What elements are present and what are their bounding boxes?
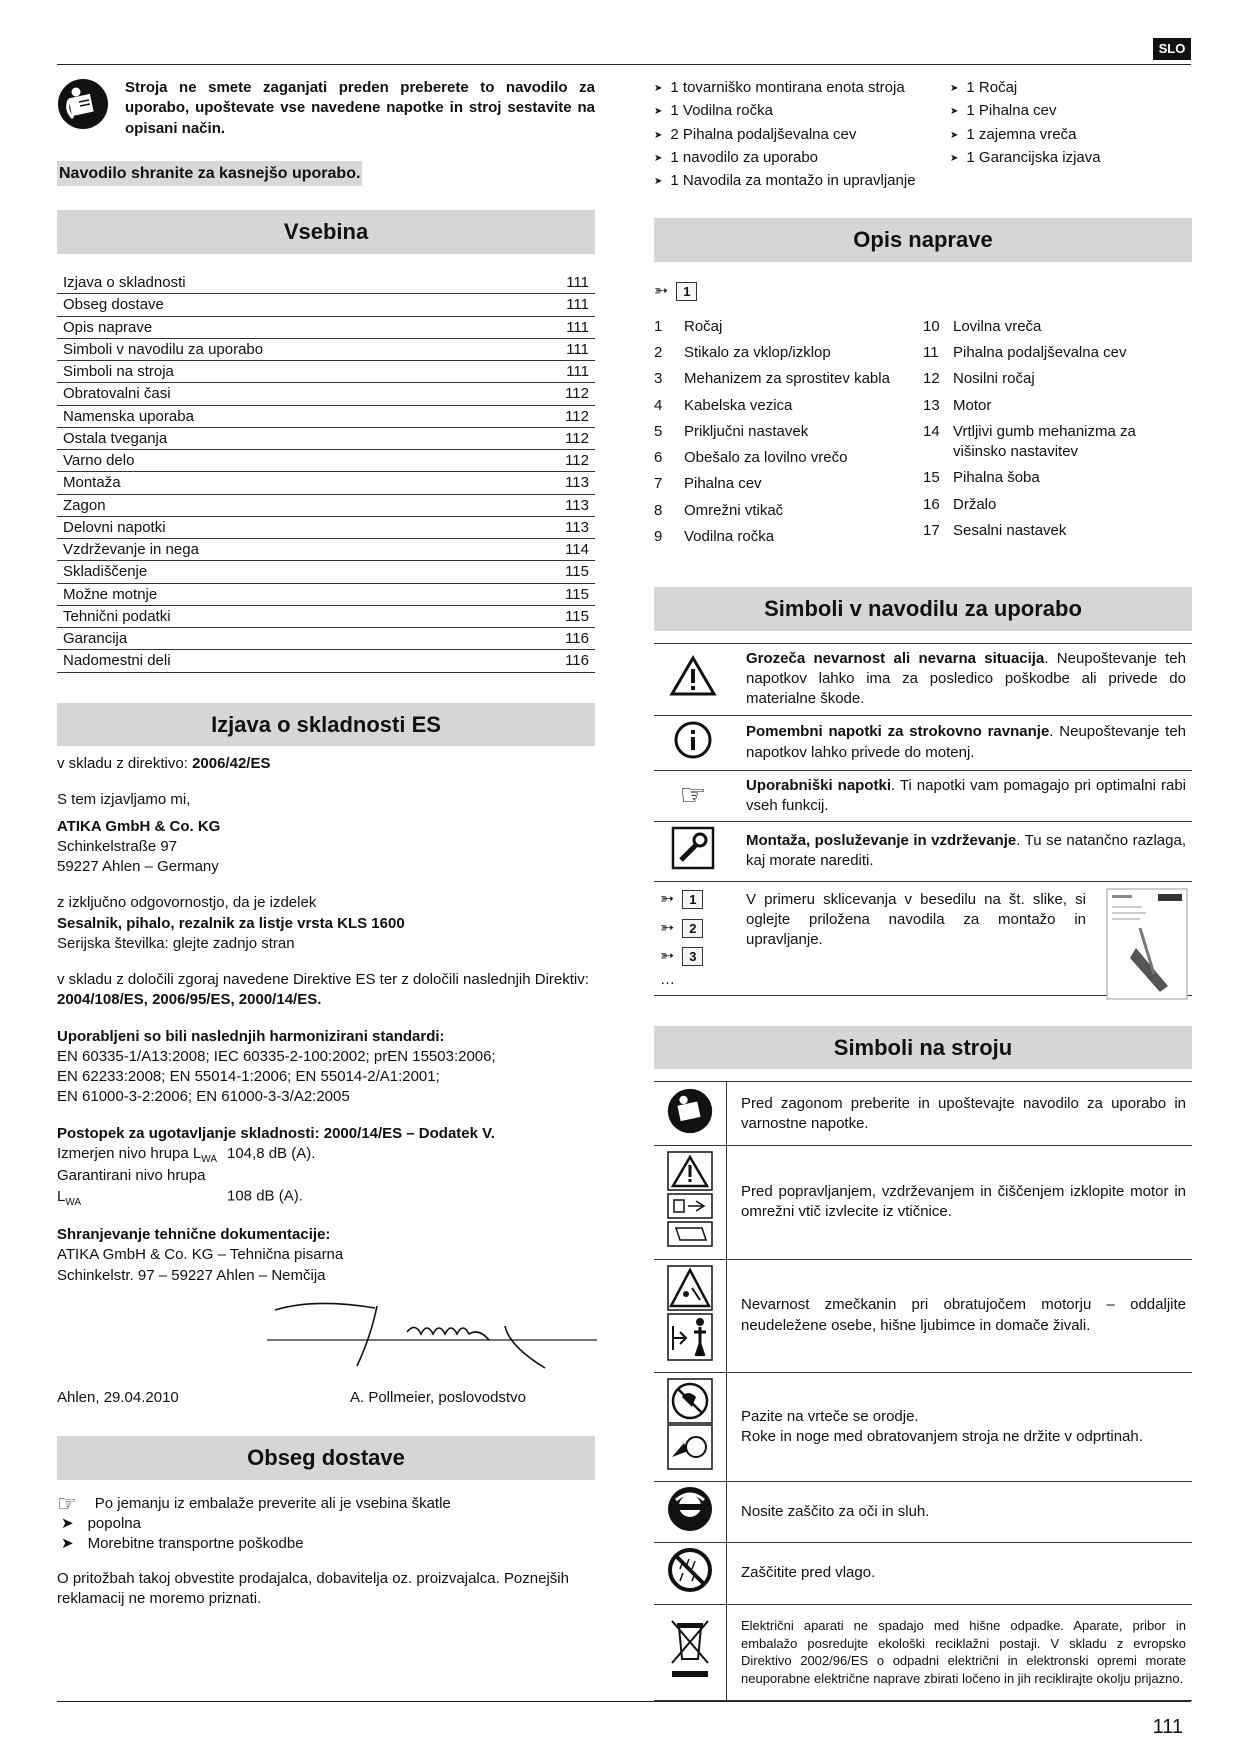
part-row	[923, 317, 1192, 337]
handwritten-signature	[267, 1296, 607, 1376]
toc-row	[57, 428, 595, 450]
company-city: 59227 Ahlen – Germany	[57, 858, 219, 876]
toc-label: Varno delo	[63, 452, 135, 470]
symbol-icon-cell	[654, 715, 732, 770]
measured-noise-value: 104,8 dB (A).	[227, 1144, 316, 1162]
toc-row	[57, 406, 595, 428]
toc-label: Garancija	[63, 630, 128, 648]
toc-label: Obseg dostave	[63, 296, 164, 314]
machine-symbol-row	[654, 1604, 1192, 1700]
read-manual-icon	[666, 1087, 714, 1135]
toc-page: 112	[565, 385, 589, 403]
toc-row	[57, 294, 595, 316]
machine-symbol-row	[654, 1082, 1192, 1146]
parts-list-right	[923, 317, 1192, 553]
toc-row	[57, 495, 595, 517]
place-date: Ahlen, 29.04.2010	[57, 1388, 179, 1406]
part-label: Omrežni vtikač	[684, 501, 784, 519]
language-badge: SLO	[1153, 38, 1191, 60]
part-number: 4	[654, 396, 663, 414]
toc-page: 111	[566, 296, 589, 314]
toc-label: Izjava o skladnosti	[63, 274, 186, 292]
toc-row	[57, 383, 595, 405]
sole-responsibility: z izključno odgovornostjo, da je izdelek	[57, 894, 317, 912]
pointing-hand-icon: ☞	[57, 1491, 77, 1517]
right-column	[654, 78, 1192, 1701]
unplug-warning-icons	[666, 1150, 714, 1248]
symbol-text: Pred zagonom preberite in upoštevajte navodilo za uporabo in varnostne napotke.	[741, 1094, 1186, 1132]
toc-page: 116	[565, 652, 589, 670]
delivery-item: ➤ 2 Pihalna podaljševalna cev	[654, 125, 950, 145]
toc-row	[57, 517, 595, 539]
bottom-rule	[57, 1701, 1191, 1702]
machine-symbol-row	[654, 1543, 1192, 1604]
toc-label: Skladiščenje	[63, 563, 148, 581]
symbol-text	[732, 715, 1192, 770]
read-manual-icon	[57, 78, 109, 130]
symbol-icon-cell	[654, 1543, 727, 1604]
symbol-icon-cell	[654, 1082, 727, 1146]
symbol-desc: . Neupoštevanje teh napotkov lahko privede do motenj.	[746, 723, 1186, 761]
toc-page: 115	[565, 563, 589, 581]
figure-ref-box: 2	[682, 919, 703, 938]
figure-reference	[654, 280, 1192, 303]
symbol-icon-cell	[654, 1259, 727, 1372]
crossed-bin-icon	[667, 1617, 713, 1681]
part-row	[923, 396, 1192, 416]
warning-triangle-icon	[669, 655, 717, 697]
keep-manual-note: Navodilo shranite za kasnejšo uporabo.	[57, 161, 362, 187]
symbol-text: Pred popravljanjem, vzdrževanjem in čiščenjem izklopite motor in omrežni vtič izvlecite iz vtičnice.	[741, 1183, 1186, 1221]
toc-label: Opis naprave	[63, 318, 153, 336]
toc-label: Obratovalni časi	[63, 385, 171, 403]
part-row	[923, 422, 1192, 463]
symbol-text: Zaščitite pred vlago.	[741, 1564, 876, 1582]
part-row	[654, 501, 923, 521]
symbol-text: Električni aparati ne spadajo med hišne odpadke. Aparate, pribor in embalažo posredujte ekološki reciklažni postaji. V skladu z evropsko Direktivo 2002/96/ES o odpadni električni in elektronski opremi morate neuporabne električne naprave zbirati ločeno in jih reciklirajte okolju prijazno.	[741, 1617, 1186, 1686]
standards-title: Uporabljeni so bili naslednjih harmonizirani standardi:	[57, 1027, 445, 1045]
toc-label: Namenska uporaba	[63, 407, 194, 425]
scope-heading: Obseg dostave	[57, 1436, 595, 1480]
conformity-text: v skladu z določili zgoraj navedene Direktive ES ter z določili naslednjih Direktiv:	[57, 971, 589, 989]
part-row	[923, 521, 1192, 541]
scope-bullet-text: Morebitne transportne poškodbe	[87, 1535, 304, 1553]
part-row	[654, 527, 923, 547]
part-row	[923, 495, 1192, 515]
signature-captions	[57, 1388, 595, 1408]
symbol-line: Pazite na vrteče se orodje.	[741, 1407, 919, 1425]
part-row	[654, 317, 923, 337]
part-number: 8	[654, 501, 663, 519]
rotating-tool-icons	[666, 1377, 714, 1471]
directives-list: 2004/108/ES, 2006/95/ES, 2000/14/ES.	[57, 991, 322, 1009]
symbol-desc: . Tu se natančno razlaga, kaj morate narediti.	[746, 832, 1186, 870]
manual-symbols-table	[654, 643, 1192, 996]
delivery-item: ➤ 1 Garancijska izjava	[950, 148, 1101, 168]
ellipsis: …	[660, 971, 675, 989]
machine-symbols-table	[654, 1081, 1192, 1700]
toc-label: Montaža	[63, 474, 121, 492]
symbol-icon-cell	[654, 1482, 727, 1543]
symbol-text	[732, 881, 1192, 995]
delivery-list-col2	[950, 78, 1101, 194]
delivery-item: ➤ 1 navodilo za uporabo	[654, 148, 950, 168]
device-heading: Opis naprave	[654, 218, 1192, 262]
toc-row	[57, 539, 595, 561]
toc-page: 115	[565, 585, 589, 603]
symbol-desc: . Ti napotki vam pomagajo pri optimalni rabi vseh funkcij.	[746, 776, 1186, 815]
toc-row	[57, 450, 595, 472]
part-label: Stikalo za vklop/izklop	[684, 344, 831, 362]
product-name: Sesalnik, pihalo, rezalnik za listje vrsta KLS 1600	[57, 914, 405, 932]
guaranteed-noise-value: 108 dB (A).	[227, 1187, 303, 1205]
delivery-item: ➤ 1 Navodila za montažo in upravljanje	[654, 171, 950, 191]
symbol-row	[654, 643, 1192, 715]
part-number: 10	[923, 317, 940, 335]
symbol-text: Nosite zaščito za oči in sluh.	[741, 1503, 930, 1521]
part-number: 17	[923, 521, 940, 539]
part-number: 2	[654, 344, 663, 362]
part-number: 9	[654, 527, 663, 545]
measured-noise-sub: WA	[201, 1153, 217, 1165]
part-row	[654, 474, 923, 494]
symbol-icon-cell	[654, 1604, 727, 1700]
delivery-item: ➤ 1 zajemna vreča	[950, 125, 1101, 145]
toc-row	[57, 361, 595, 383]
symbol-row	[654, 770, 1192, 822]
wrench-icon	[671, 826, 715, 870]
part-number: 11	[923, 344, 939, 362]
part-number: 7	[654, 475, 663, 493]
toc-row	[57, 606, 595, 628]
symbol-icon-cell	[654, 1372, 727, 1481]
toc-row	[57, 472, 595, 494]
measured-noise-label: Izmerjen nivo hrupa L	[57, 1144, 202, 1162]
company-street: Schinkelstraße 97	[57, 837, 178, 855]
part-label: Ročaj	[684, 317, 723, 335]
toc-page: 112	[565, 429, 589, 447]
part-label: Vodilna ročka	[684, 527, 775, 545]
symbol-row	[654, 881, 1192, 995]
part-label: Nosilni ročaj	[953, 370, 1035, 388]
toc-label: Nadomestni deli	[63, 652, 171, 670]
part-number: 3	[654, 370, 663, 388]
scope-bullet: ➤ Morebitne transportne poškodbe	[57, 1534, 595, 1554]
figure-ref-box: 3	[682, 947, 703, 966]
delivery-item: ➤ 1 Ročaj	[950, 78, 1101, 98]
toc-page: 111	[566, 318, 589, 336]
symbol-text	[732, 643, 1192, 715]
we-declare: S tem izjavljamo mi,	[57, 791, 191, 809]
delivery-list	[654, 78, 1192, 194]
toc-label: Simboli v navodilu za uporabo	[63, 340, 264, 358]
toc-page: 113	[565, 474, 589, 492]
part-label: Motor	[953, 396, 992, 414]
part-number: 15	[923, 469, 940, 487]
part-label: Pihalna šoba	[953, 469, 1040, 487]
symbol-bold: Uporabniški napotki	[746, 776, 891, 794]
part-row	[923, 369, 1192, 389]
measured-noise	[57, 1144, 595, 1167]
serial-number: Serijska številka: glejte zadnjo stran	[57, 934, 295, 952]
read-manual-warning	[57, 78, 595, 139]
delivery-item: ➤ 1 Pihalna cev	[950, 101, 1101, 121]
eye-ear-protection-icon	[667, 1486, 713, 1532]
toc-page: 115	[565, 607, 589, 625]
part-label: Lovilna vreča	[953, 317, 1042, 335]
delivery-list-col1	[654, 78, 950, 194]
machine-symbol-row	[654, 1259, 1192, 1372]
part-label: Sesalni nastavek	[953, 521, 1067, 539]
manual-symbols-heading: Simboli v navodilu za uporabo	[654, 587, 1192, 631]
part-number: 1	[654, 317, 663, 335]
info-icon	[673, 720, 713, 760]
symbol-icon-cell	[654, 1146, 727, 1259]
scope-body	[57, 1491, 595, 1609]
toc-page: 114	[565, 541, 589, 559]
symbol-icon-cell	[654, 822, 732, 881]
scope-bullet-text: popolna	[87, 1515, 141, 1533]
scope-check-note	[57, 1491, 595, 1517]
symbol-icon-cell	[654, 881, 732, 995]
toc-row	[57, 561, 595, 583]
toc-page: 111	[566, 340, 589, 358]
reference-text: V primeru sklicevanja v besedilu na št. slike, si oglejte priložena navodila za montažo in upravljanje.	[746, 890, 1086, 949]
toc-page: 113	[565, 518, 589, 536]
symbol-desc: . Neupoštevanje teh napotkov lahko ima za posledico poškodbe ali privede do materialne škode.	[746, 649, 1186, 708]
toc-label: Simboli na stroja	[63, 363, 174, 381]
symbol-text	[732, 822, 1192, 881]
figure-number: 1	[676, 282, 697, 301]
pointing-hand-icon: ☞	[679, 778, 707, 812]
part-number: 12	[923, 370, 940, 388]
scope-bullet: ➤ popolna	[57, 1514, 595, 1534]
symbol-row	[654, 822, 1192, 881]
declaration-heading: Izjava o skladnosti ES	[57, 703, 595, 747]
toc-row	[57, 317, 595, 339]
reference-arrow-icon: ➳	[660, 917, 675, 937]
storage-title: Shranjevanje tehnične dokumentacije:	[57, 1226, 331, 1244]
standards-line-2: EN 62233:2008; EN 55014-1:2006; EN 55014-2/A1:2001;	[57, 1068, 440, 1086]
part-label: Mehanizem za sprostitev kabla	[684, 370, 890, 388]
part-row	[654, 448, 923, 468]
part-number: 5	[654, 422, 663, 440]
part-row	[654, 369, 923, 389]
machine-symbol-row	[654, 1146, 1192, 1259]
part-label: Pihalna cev	[684, 475, 762, 493]
manual-thumbnail-image	[1106, 888, 1188, 1000]
toc-label: Možne motnje	[63, 585, 158, 603]
part-row	[654, 422, 923, 442]
toc-row	[57, 650, 595, 672]
symbol-bold: Pomembni napotki za strokovno ravnanje	[746, 723, 1050, 741]
symbol-line: Roke in noge med obratovanjem stroja ne držite v odprtinah.	[741, 1427, 1143, 1445]
part-label: Obešalo za lovilno vrečo	[684, 449, 848, 467]
part-row	[923, 343, 1192, 363]
standards-line-1: EN 60335-1/A13:2008; IEC 60335-2-100:2002; prEN 15503:2006;	[57, 1047, 496, 1065]
scope-check-text: Po jemanju iz embalaže preverite ali je vsebina škatle	[94, 1494, 451, 1512]
part-number: 14	[923, 422, 940, 440]
reference-arrow-icon: ➳	[660, 946, 675, 966]
directive-prefix: v skladu z direktivo:	[57, 755, 193, 773]
top-rule	[57, 64, 1191, 65]
delivery-item: ➤ 1 Vodilna ročka	[654, 101, 950, 121]
toc-page: 111	[566, 363, 589, 381]
left-column	[57, 78, 595, 1609]
delivery-item: ➤ 1 tovarniško montirana enota stroja	[654, 78, 950, 98]
directive-number: 2006/42/ES	[192, 755, 271, 773]
toc-label: Ostala tveganja	[63, 429, 168, 447]
guaranteed-noise-sub: WA	[65, 1196, 82, 1208]
procedure-title: Postopek za ugotavljanje skladnosti: 2000/14/ES – Dodatek V.	[57, 1124, 495, 1142]
symbol-text	[732, 770, 1192, 822]
toc-row	[57, 628, 595, 650]
toc-page: 113	[565, 496, 589, 514]
symbol-row	[654, 715, 1192, 770]
parts-list-left	[654, 317, 923, 553]
storage-line-2: Schinkelstr. 97 – 59227 Ahlen – Nemčija	[57, 1266, 326, 1284]
symbol-text	[727, 1372, 1193, 1481]
page-number: 111	[1152, 1716, 1183, 1738]
part-number: 13	[923, 396, 940, 414]
guaranteed-noise-label: Garantirani nivo hrupa L	[57, 1167, 206, 1205]
part-number: 6	[654, 449, 663, 467]
symbol-icon-cell	[654, 643, 732, 715]
toc-page: 112	[565, 452, 589, 470]
standards-line-3: EN 61000-3-2:2006; EN 61000-3-3/A2:2005	[57, 1088, 350, 1106]
toc-label: Tehnični podatki	[63, 607, 171, 625]
part-label: Pihalna podaljševalna cev	[953, 344, 1127, 362]
signature-area	[57, 1296, 595, 1376]
reference-arrow-icon: ➳	[660, 888, 675, 908]
parts-list	[654, 317, 1192, 553]
toc-row	[57, 584, 595, 606]
toc-row	[57, 339, 595, 361]
toc-row	[57, 272, 595, 294]
toc-heading: Vsebina	[57, 210, 595, 254]
toc-page: 116	[565, 630, 589, 648]
company-name: ATIKA GmbH & Co. KG	[57, 817, 221, 835]
symbol-text: Nevarnost zmečkanin pri obratujočem motorju – oddaljite neudeležene osebe, hišne ljubimce in domače živali.	[741, 1296, 1186, 1334]
toc-label: Delovni napotki	[63, 518, 166, 536]
part-number: 16	[923, 495, 940, 513]
part-label: Vrtljivi gumb mehanizma za višinsko nastavitev	[953, 422, 1136, 461]
part-label: Kabelska vezica	[684, 396, 793, 414]
table-of-contents	[57, 272, 595, 673]
part-row	[923, 468, 1192, 488]
no-rain-icon	[667, 1547, 713, 1593]
machine-symbols-heading: Simboli na stroju	[654, 1026, 1192, 1070]
machine-symbol-row	[654, 1372, 1192, 1481]
toc-label: Vzdrževanje in nega	[63, 541, 199, 559]
guaranteed-noise	[57, 1166, 595, 1209]
ejection-hazard-icons	[666, 1264, 714, 1362]
toc-page: 112	[565, 407, 589, 425]
part-label: Držalo	[953, 495, 997, 513]
part-label: Priključni nastavek	[684, 422, 809, 440]
figure-ref-box: 1	[682, 890, 703, 909]
symbol-bold: Grozeča nevarnost ali nevarna situacija	[746, 649, 1045, 667]
toc-page: 111	[566, 274, 589, 292]
part-row	[654, 343, 923, 363]
machine-symbol-row	[654, 1482, 1192, 1543]
part-row	[654, 396, 923, 416]
storage-line-1: ATIKA GmbH & Co. KG – Tehnična pisarna	[57, 1246, 344, 1264]
signatory: A. Pollmeier, poslovodstvo	[350, 1388, 526, 1406]
symbol-icon-cell	[654, 770, 732, 822]
symbol-bold: Montaža, posluževanje in vzdrževanje	[746, 832, 1017, 850]
declaration-body	[57, 754, 595, 1408]
reference-arrow-icon: ➳	[654, 280, 669, 300]
warning-text: Stroja ne smete zaganjati preden preberete to navodilo za uporabo, upoštevate vse navedene napotke in stroj sestavite na opisani način.	[125, 79, 595, 137]
toc-label: Zagon	[63, 496, 106, 514]
complaint-note: O pritožbah takoj obvestite prodajalca, dobavitelja oz. proizvajalca. Poznejših reklamacij ne moremo priznati.	[57, 1569, 569, 1607]
